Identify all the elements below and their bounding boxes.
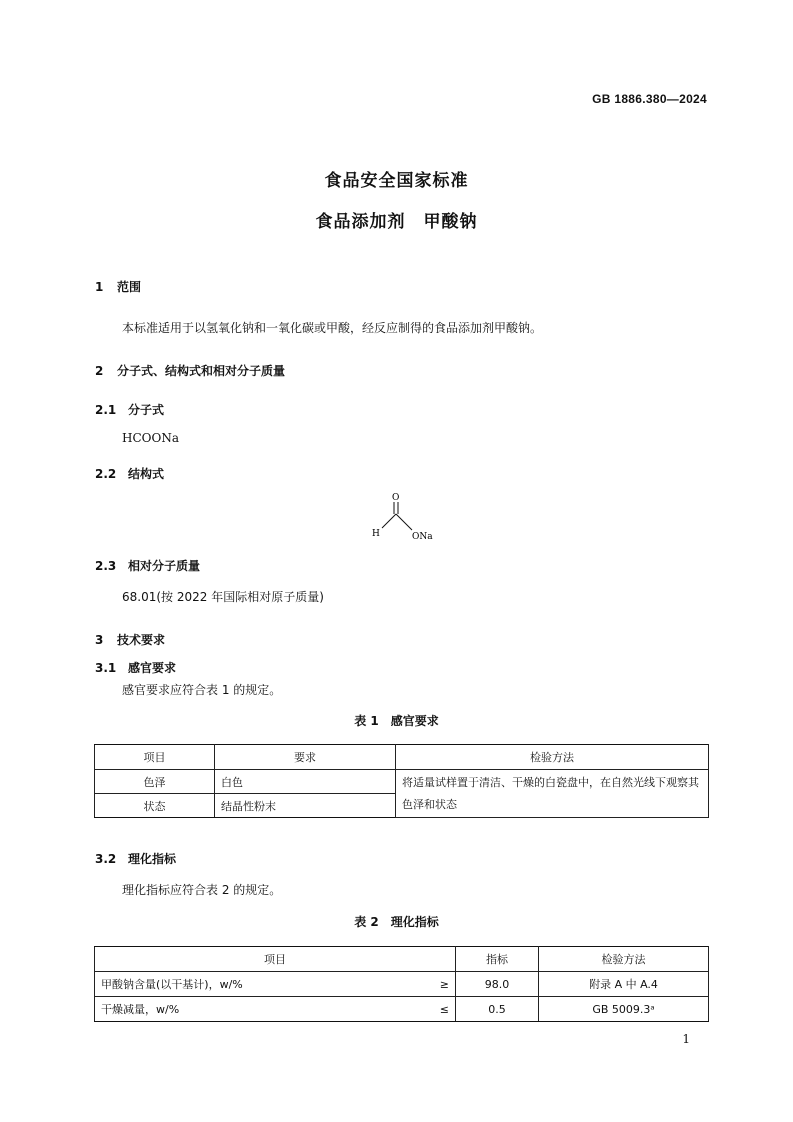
- section-number: 3: [95, 633, 104, 647]
- table-cell: 色泽: [95, 770, 215, 794]
- section-3-2-heading: [95, 850, 176, 867]
- section-number: 3.2: [95, 852, 117, 866]
- column-header: 项目: [95, 745, 215, 770]
- section-2-3-heading: [95, 557, 200, 574]
- section-number: 1: [95, 280, 104, 294]
- atom-o: O: [392, 493, 400, 503]
- bond-h-c: [382, 514, 396, 528]
- section-title: 分子式: [128, 403, 165, 417]
- section-2-1-heading: [95, 401, 164, 418]
- table-row: [95, 972, 709, 997]
- column-header: 要求: [215, 745, 396, 770]
- table-cell-method: 将适量试样置于清洁、干燥的白瓷盘中，在自然光线下观察其色泽和状态: [396, 770, 709, 818]
- section-2-heading: [95, 362, 285, 379]
- section-number: 3.1: [95, 661, 117, 675]
- table-cell: 干燥减量，w/%: [95, 997, 424, 1022]
- table-2-caption: 表 2 理化指标: [354, 915, 439, 929]
- table-row: [95, 770, 709, 794]
- section-3-1-heading: [95, 659, 176, 676]
- section-title: 理化指标: [128, 852, 177, 866]
- section-title: 结构式: [128, 467, 165, 481]
- section-title: 相对分子质量: [128, 559, 201, 573]
- table-cell: 状态: [95, 794, 215, 818]
- table-cell: 附录 A 中 A.4: [539, 972, 709, 997]
- molecular-formula: HCOONa: [122, 431, 179, 445]
- column-header: 检验方法: [396, 745, 709, 770]
- table-header-row: [95, 947, 709, 972]
- table-cell-symbol: ≤: [423, 997, 456, 1022]
- page-number: 1: [682, 1032, 690, 1046]
- standard-number: GB 1886.380—2024: [592, 92, 707, 106]
- table-cell: 0.5: [456, 997, 539, 1022]
- section-number: 2.3: [95, 559, 117, 573]
- document-subtitle: 食品添加剂 甲酸钠: [315, 212, 478, 232]
- atom-h: H: [372, 529, 380, 539]
- table-cell-symbol: ≥: [423, 972, 456, 997]
- table-cell: 结晶性粉末: [215, 794, 396, 818]
- section-title: 范围: [117, 280, 142, 294]
- section-1-text: 本标准适用于以氢氧化钠和一氧化碳或甲酸，经反应制得的食品添加剂甲酸钠。: [122, 321, 543, 335]
- table-row: [95, 997, 709, 1022]
- section-number: 2.1: [95, 403, 117, 417]
- table-cell: GB 5009.3ᵃ: [539, 997, 709, 1022]
- table-header-row: [95, 745, 709, 770]
- column-header: 项目: [95, 947, 456, 972]
- column-header: 指标: [456, 947, 539, 972]
- section-title: 感官要求: [128, 661, 177, 675]
- table-cell: 甲酸钠含量(以干基计)，w/%: [95, 972, 424, 997]
- section-3-2-text: 理化指标应符合表 2 的规定。: [122, 883, 282, 897]
- section-number: 2: [95, 364, 104, 378]
- section-1-heading: [95, 278, 141, 295]
- document-title: 食品安全国家标准: [324, 171, 469, 191]
- section-title: 分子式、结构式和相对分子质量: [117, 364, 286, 378]
- table-cell: 白色: [215, 770, 396, 794]
- column-header: 检验方法: [539, 947, 709, 972]
- section-number: 2.2: [95, 467, 117, 481]
- table-1-caption: 表 1 感官要求: [354, 714, 439, 728]
- section-title: 技术要求: [117, 633, 166, 647]
- molecular-mass-text: 68.01(按 2022 年国际相对原子质量): [122, 590, 324, 604]
- bond-c-o: [396, 514, 412, 530]
- table-1-sensory-requirements: [94, 744, 709, 818]
- section-3-1-text: 感官要求应符合表 1 的规定。: [122, 683, 282, 697]
- section-3-heading: [95, 631, 165, 648]
- structural-formula: [360, 488, 450, 548]
- table-2-physicochemical-indicators: [94, 946, 709, 1022]
- table-cell: 98.0: [456, 972, 539, 997]
- section-2-2-heading: [95, 465, 164, 482]
- atom-ona: ONa: [412, 532, 433, 542]
